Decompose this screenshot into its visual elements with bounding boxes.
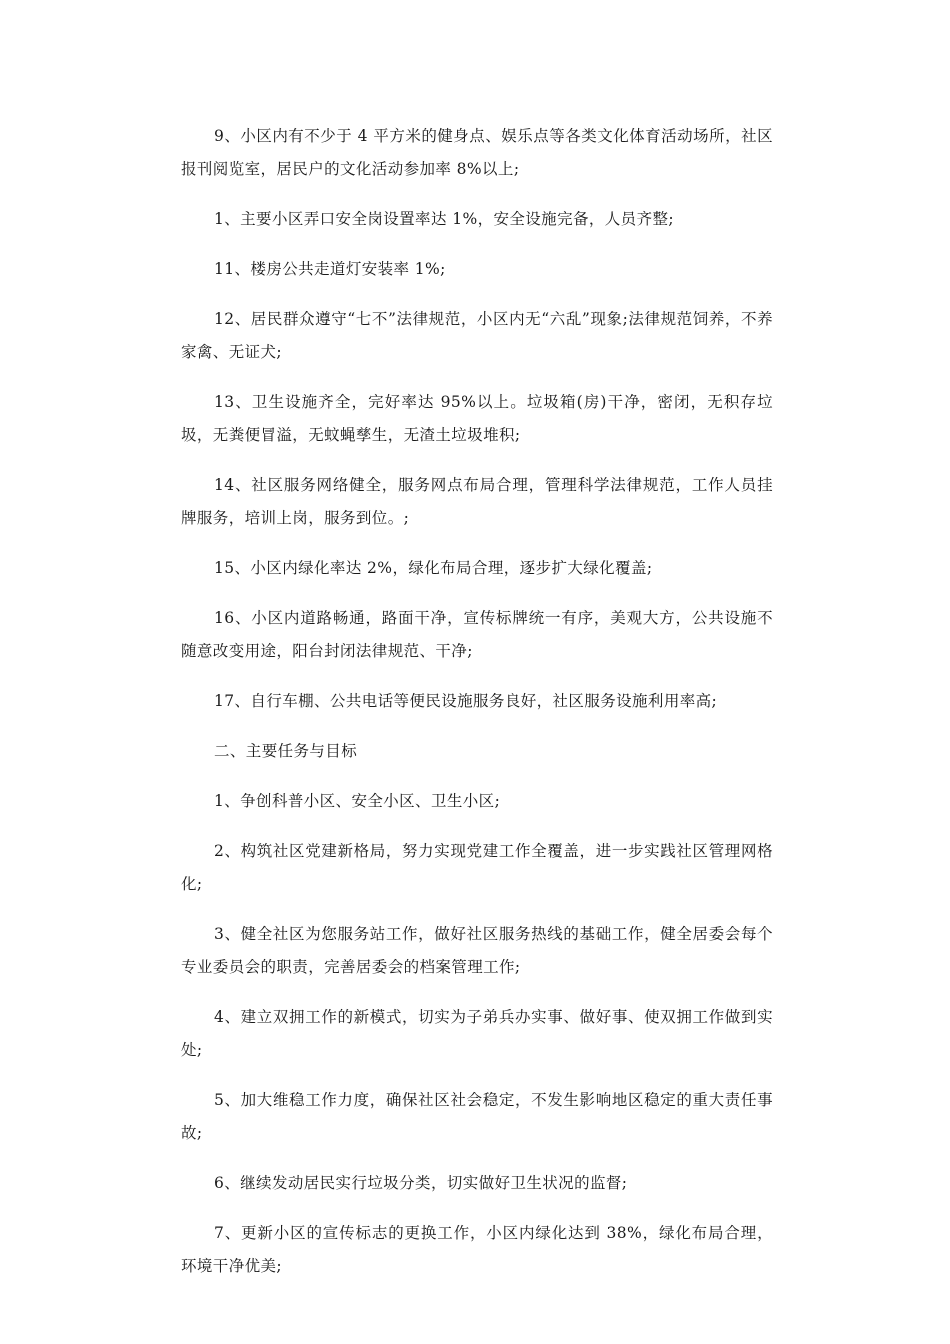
task-item-6: 6、继续发动居民实行垃圾分类，切实做好卫生状况的监督; xyxy=(214,1174,628,1192)
task-item-5: 5、加大维稳工作力度，确保社区社会稳定，不发生影响地区稳定的重大责任事故; xyxy=(181,1091,773,1142)
task-item-1: 1、争创科普小区、安全小区、卫生小区; xyxy=(214,792,501,810)
paragraph-item-14: 14、社区服务网络健全，服务网点布局合理，管理科学法律规范，工作人员挂牌服务，培训上岗，服务到位。; xyxy=(181,476,773,527)
paragraph-item-16: 16、小区内道路畅通，路面干净，宣传标牌统一有序，美观大方，公共设施不随意改变用途，阳台封闭法律规范、干净; xyxy=(181,609,773,660)
paragraph-item-12: 12、居民群众遵守“七不”法律规范，小区内无“六乱”现象;法律规范饲养，不养家禽、无证犬; xyxy=(181,310,773,361)
paragraph-item-1-security-post: 1、主要小区弄口安全岗设置率达 1%，安全设施完备，人员齐整; xyxy=(214,210,675,228)
paragraph-item-11: 11、楼房公共走道灯安装率 1%; xyxy=(214,260,446,278)
paragraph-item-15: 15、小区内绿化率达 2%，绿化布局合理，逐步扩大绿化覆盖; xyxy=(214,559,653,577)
paragraph-item-17: 17、自行车棚、公共电话等便民设施服务良好，社区服务设施利用率高; xyxy=(214,692,718,710)
paragraph-item-9: 9、小区内有不少于 4 平方米的健身点、娱乐点等各类文化体育活动场所，社区报刊阅览室，居民户的文化活动参加率 8%以上; xyxy=(181,127,773,178)
task-item-4: 4、建立双拥工作的新模式，切实为子弟兵办实事、做好事、使双拥工作做到实处; xyxy=(181,1008,773,1059)
section-heading: 二、主要任务与目标 xyxy=(214,742,358,760)
paragraph-item-13: 13、卫生设施齐全，完好率达 95%以上。垃圾箱(房)干净，密闭，无积存垃圾，无粪便冒溢，无蚊蝇孳生，无渣土垃圾堆积; xyxy=(181,393,773,444)
task-item-2: 2、构筑社区党建新格局，努力实现党建工作全覆盖，进一步实践社区管理网格化; xyxy=(181,842,773,893)
document-body xyxy=(181,120,773,1300)
task-item-3: 3、健全社区为您服务站工作，做好社区服务热线的基础工作，健全居委会每个专业委员会的职责，完善居委会的档案管理工作; xyxy=(181,925,773,976)
task-item-7: 7、更新小区的宣传标志的更换工作，小区内绿化达到 38%，绿化布局合理，环境干净优美; xyxy=(181,1224,773,1275)
